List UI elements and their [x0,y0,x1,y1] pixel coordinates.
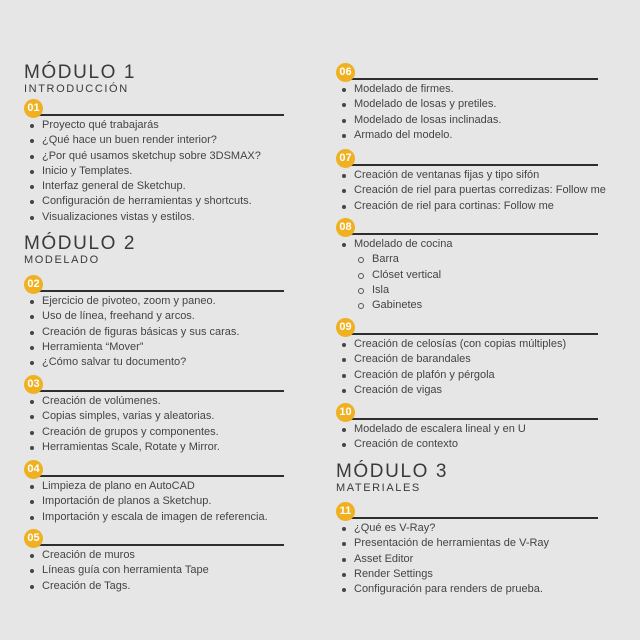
module-1-subtitle: INTRODUCCIÓN [24,83,129,95]
module-2-subtitle: MODELADO [24,254,100,266]
list-item: Creación de riel para cortinas: Follow me [336,199,598,214]
list-item: Creación de riel para puertas corredizas: Follow me [336,183,598,198]
section-number-badge: 07 [336,149,355,168]
section-divider [32,114,284,116]
section-number-badge: 10 [336,403,355,422]
list-item: Modelado de losas inclinadas. [336,113,598,128]
list-item: Render Settings [336,567,598,582]
list-item: Limpieza de plano en AutoCAD [24,479,284,494]
section-list [24,479,284,525]
list-item: Visualizaciones vistas y estilos. [24,210,284,225]
list-item: Interfaz general de Sketchup. [24,179,284,194]
list-item: Herramienta “Mover” [24,340,284,355]
list-item: Creación de Tags. [24,579,284,594]
list-item: Modelado de cocina [336,237,598,252]
module-3-title: MÓDULO 3 [336,461,449,482]
list-item: ¿Por qué usamos sketchup sobre 3DSMAX? [24,149,284,164]
list-item: Proyecto qué trabajarás [24,118,284,133]
section-divider [344,233,598,235]
section-list [336,168,606,214]
list-item: Creación de contexto [336,437,598,452]
section-list [336,521,598,597]
list-item: Presentación de herramientas de V-Ray [336,536,598,551]
module-1-title: MÓDULO 1 [24,62,137,83]
section-number-badge: 08 [336,218,355,237]
list-item: Importación y escala de imagen de referencia. [24,510,284,525]
list-item: Uso de línea, freehand y arcos. [24,309,284,324]
list-item: Importación de planos a Sketchup. [24,494,284,509]
list-item: Creación de plafón y pérgola [336,368,598,383]
sub-list-item: Barra [336,252,598,267]
list-item: Creación de grupos y componentes. [24,425,284,440]
section-number-badge: 04 [24,460,43,479]
list-item: Creación de ventanas fijas y tipo sifón [336,168,598,183]
list-item: Ejercicio de pivoteo, zoom y paneo. [24,294,284,309]
section-list [336,337,598,398]
section-divider [344,78,598,80]
list-item: Inicio y Templates. [24,164,284,179]
section-divider [344,418,598,420]
list-item: ¿Qué hace un buen render interior? [24,133,284,148]
list-item: Configuración de herramientas y shortcuts. [24,194,284,209]
list-item: Líneas guía con herramienta Tape [24,563,284,578]
list-item: Creación de volúmenes. [24,394,284,409]
list-item: Creación de barandales [336,352,598,367]
section-number-badge: 09 [336,318,355,337]
section-list [336,82,598,143]
section-list [336,237,598,313]
section-number-badge: 05 [24,529,43,548]
list-item: Creación de muros [24,548,284,563]
list-item: Creación de figuras básicas y sus caras. [24,325,284,340]
list-item: Modelado de firmes. [336,82,598,97]
module-3-subtitle: MATERIALES [336,482,421,494]
sub-list-item: Clóset vertical [336,268,598,283]
list-item: Copias simples, varias y aleatorias. [24,409,284,424]
section-number-badge: 06 [336,63,355,82]
section-number-badge: 01 [24,99,43,118]
sub-list-item: Gabinetes [336,298,598,313]
list-item: Modelado de losas y pretiles. [336,97,598,112]
section-list [24,394,284,455]
list-item: Creación de vigas [336,383,598,398]
section-divider [32,475,284,477]
list-item: Creación de celosías (con copias múltiples) [336,337,598,352]
sub-list-item: Isla [336,283,598,298]
section-number-badge: 02 [24,275,43,294]
list-item: ¿Cómo salvar tu documento? [24,355,284,370]
section-list [24,294,284,370]
module-2-title: MÓDULO 2 [24,233,137,254]
section-divider [344,164,598,166]
list-item: Herramientas Scale, Rotate y Mirror. [24,440,284,455]
section-list [336,422,598,453]
list-item: Configuración para renders de prueba. [336,582,598,597]
list-item: Modelado de escalera lineal y en U [336,422,598,437]
section-divider [32,390,284,392]
section-divider [344,517,598,519]
section-number-badge: 03 [24,375,43,394]
section-divider [32,290,284,292]
section-divider [344,333,598,335]
section-divider [32,544,284,546]
section-list [24,118,284,225]
list-item: Armado del modelo. [336,128,598,143]
list-item: ¿Qué es V-Ray? [336,521,598,536]
section-number-badge: 11 [336,502,355,521]
list-item: Asset Editor [336,552,598,567]
section-list [24,548,284,594]
